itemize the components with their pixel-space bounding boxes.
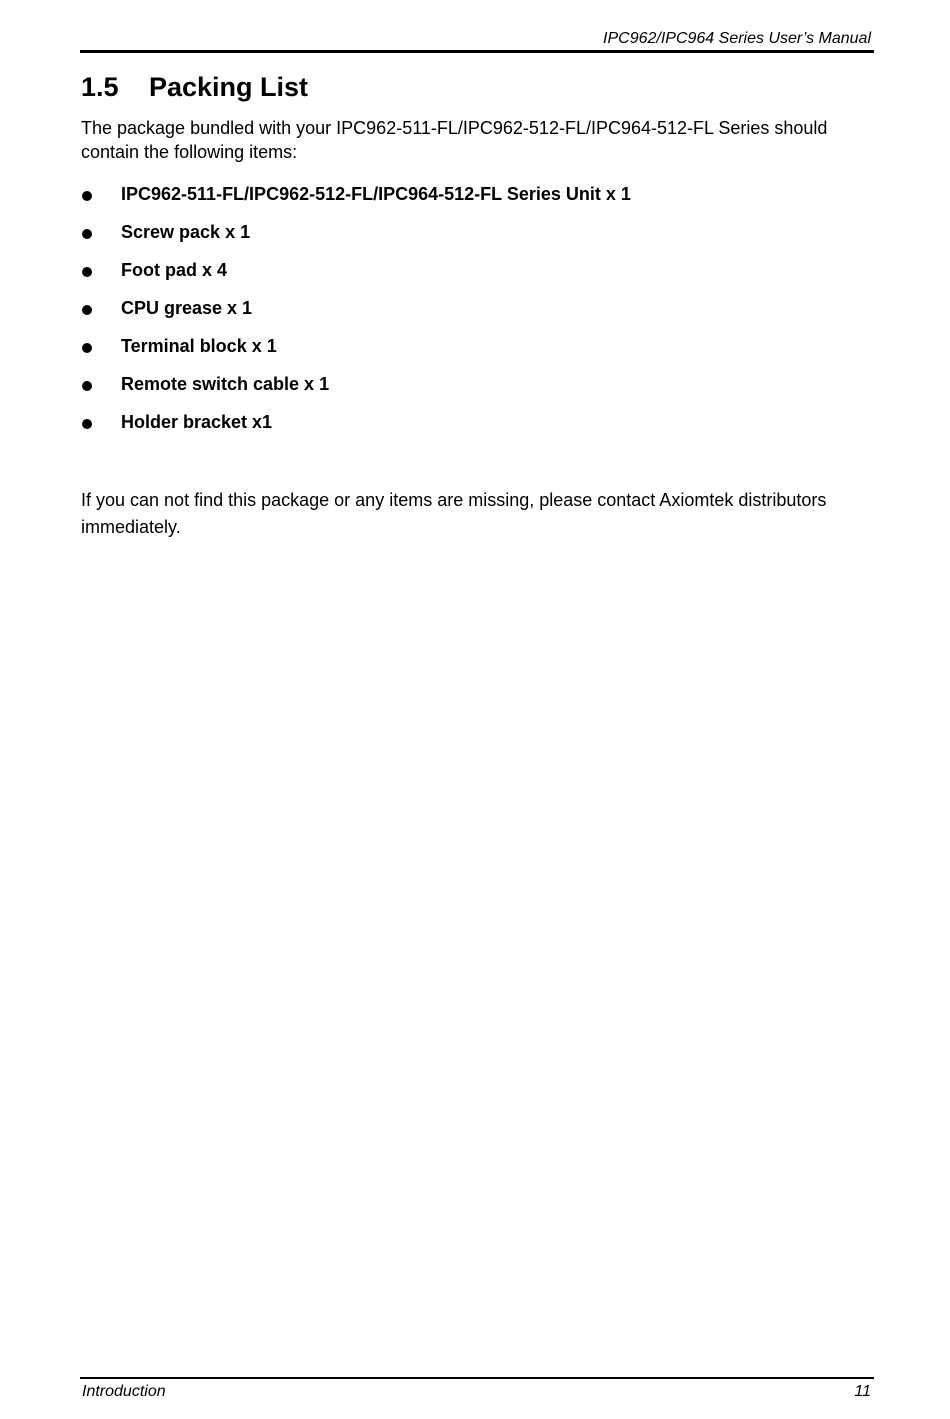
bullet-icon bbox=[82, 267, 92, 277]
list-item-text: Holder bracket x1 bbox=[121, 412, 273, 432]
list-item-text: Remote switch cable x 1 bbox=[121, 374, 330, 394]
bullet-icon bbox=[82, 419, 92, 429]
section-number: 1.5 bbox=[81, 72, 119, 102]
footer-page-number: 11 bbox=[854, 1383, 871, 1400]
list-item-text: Terminal block x 1 bbox=[121, 336, 277, 356]
intro-paragraph: The package bundled with your IPC962-511-FL/IPC962-512-FL/IPC964-512-FL Series should contain the following items: bbox=[81, 118, 828, 162]
closing-paragraph: If you can not find this package or any items are missing, please contact Axiomtek distributors immediately. bbox=[81, 490, 827, 537]
list-item-text: Foot pad x 4 bbox=[121, 260, 228, 280]
bullet-icon bbox=[82, 343, 92, 353]
section-heading bbox=[81, 72, 308, 103]
header-divider bbox=[80, 50, 874, 53]
list-item-text: CPU grease x 1 bbox=[121, 298, 253, 318]
bullet-icon bbox=[82, 305, 92, 315]
list-item-text: IPC962-511-FL/IPC962-512-FL/IPC964-512-FL Series Unit x 1 bbox=[121, 184, 631, 204]
footer-divider bbox=[80, 1377, 874, 1379]
list-item-text: Screw pack x 1 bbox=[121, 222, 251, 242]
section-title: Packing List bbox=[149, 72, 309, 102]
bullet-icon bbox=[82, 381, 92, 391]
running-header-title: IPC962/IPC964 Series User’s Manual bbox=[603, 30, 871, 47]
bullet-icon bbox=[82, 191, 92, 201]
footer-chapter: Introduction bbox=[82, 1383, 166, 1400]
bullet-icon bbox=[82, 229, 92, 239]
